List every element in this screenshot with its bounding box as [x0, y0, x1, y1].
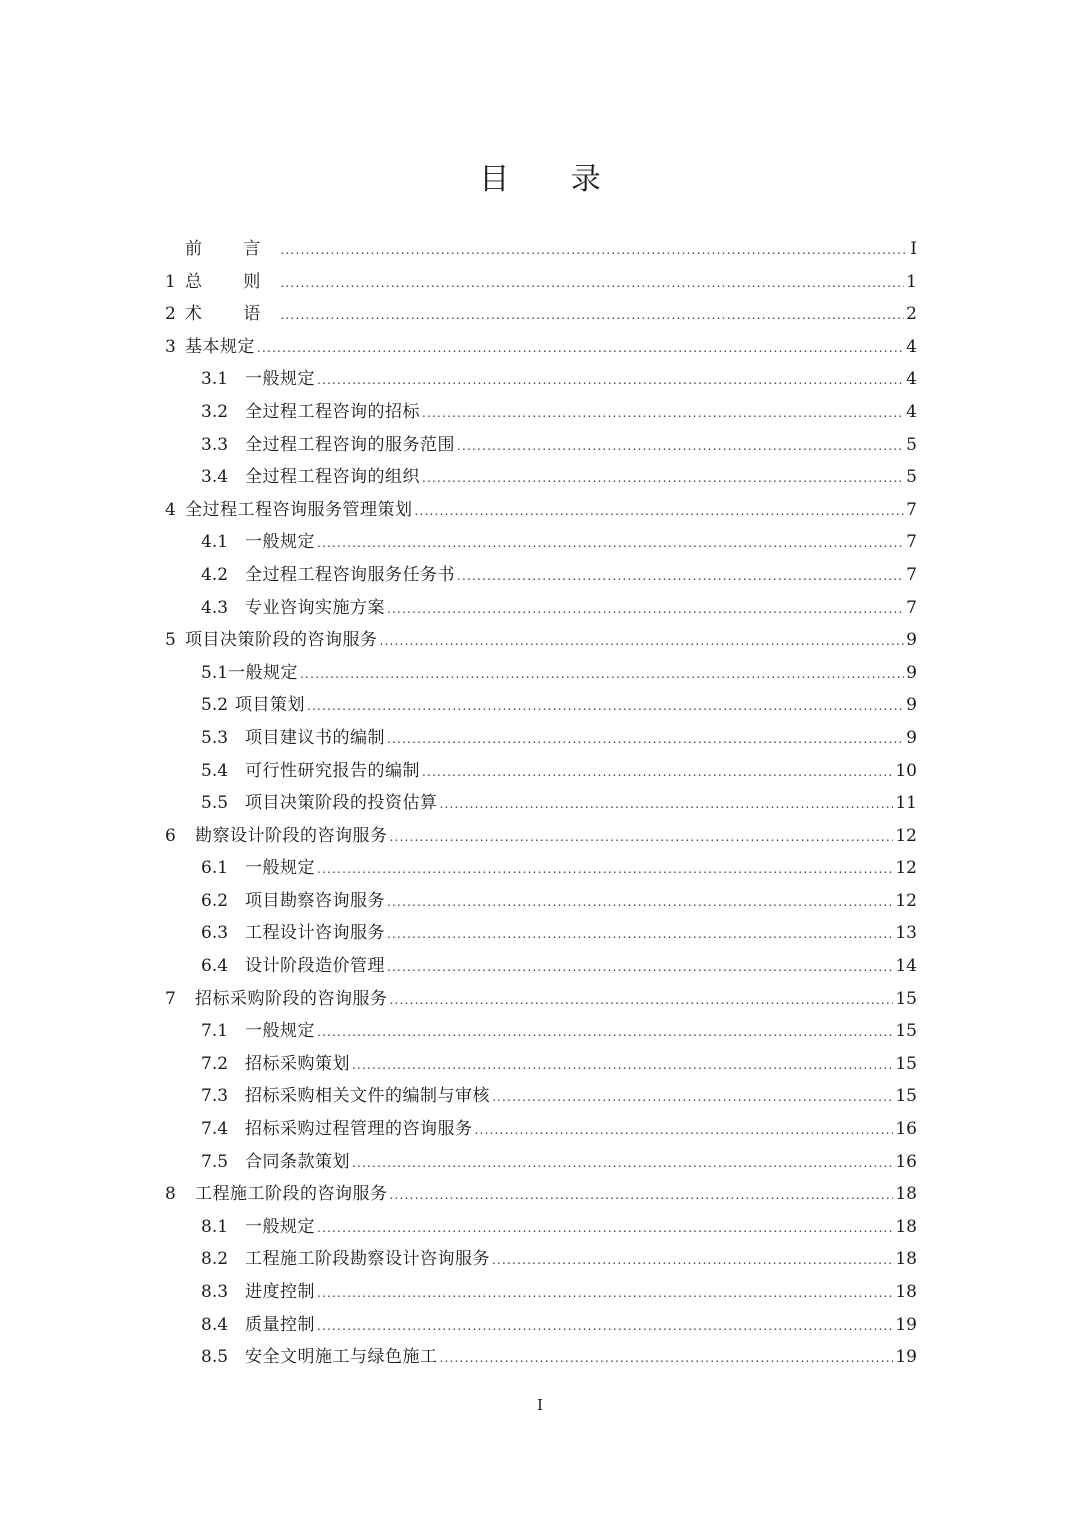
toc-entry-page: 15 — [895, 1086, 917, 1107]
toc-leader-dots — [492, 1081, 893, 1113]
toc-entry-number: 4.1 — [201, 532, 229, 553]
toc-entry[interactable] — [165, 1113, 917, 1146]
toc-entry-title: 一般规定 — [245, 532, 315, 553]
toc-entry-number: 3.2 — [201, 401, 229, 422]
toc-entry[interactable] — [165, 1243, 917, 1276]
toc-entry-number: 4.2 — [201, 564, 229, 585]
toc-entry[interactable] — [165, 624, 917, 657]
toc-entry[interactable] — [165, 526, 917, 559]
toc-leader-dots — [440, 1342, 894, 1374]
toc-leader-dots — [280, 234, 908, 266]
toc-entry-number: 8 — [165, 1184, 176, 1205]
toc-entry-number: 8.1 — [201, 1216, 229, 1237]
toc-entry[interactable] — [165, 1146, 917, 1179]
toc-leader-dots — [390, 984, 894, 1016]
toc-entry[interactable] — [165, 755, 917, 788]
toc-entry-number: 3.3 — [201, 434, 229, 455]
toc-entry-number: 5.3 — [201, 727, 229, 748]
toc-entry-number: 7.1 — [201, 1021, 229, 1042]
toc-entry-page: 15 — [895, 1053, 917, 1074]
toc-entry-title: 招标采购相关文件的编制与审核 — [245, 1086, 490, 1107]
toc-entry-title: 招标采购策划 — [245, 1053, 350, 1074]
toc-entry[interactable] — [165, 722, 917, 755]
toc-entry-number: 3 — [165, 336, 176, 357]
toc-entry-page: I — [910, 239, 917, 259]
toc-entry-number: 7.5 — [201, 1151, 229, 1172]
toc-leader-dots — [352, 1049, 893, 1081]
toc-entry[interactable] — [165, 657, 917, 690]
toc-entry-page: 4 — [906, 336, 917, 357]
toc-entry-page: 7 — [906, 564, 917, 585]
toc-entry-number: 4 — [165, 499, 176, 520]
toc-entry-page: 5 — [906, 467, 917, 488]
toc-entry[interactable] — [165, 1276, 917, 1309]
toc-leader-dots — [352, 1147, 893, 1179]
toc-leader-dots — [422, 462, 904, 494]
toc-entry-number: 6 — [165, 825, 176, 846]
toc-entry[interactable] — [165, 1341, 917, 1374]
toc-leader-dots — [387, 951, 893, 983]
toc-entry-number: 1 — [165, 271, 176, 292]
toc-leader-dots — [280, 299, 904, 331]
toc-entry-page: 5 — [906, 434, 917, 455]
toc-entry[interactable] — [165, 917, 917, 950]
toc-entry-number: 7.3 — [201, 1086, 229, 1107]
toc-entry-page: 11 — [895, 793, 917, 814]
toc-entry-number: 3.4 — [201, 467, 229, 488]
toc-entry-page: 16 — [895, 1119, 917, 1140]
toc-entry-title: 一般规定 — [245, 858, 315, 879]
toc-entry-page: 12 — [895, 890, 917, 911]
toc-entry[interactable] — [165, 983, 917, 1016]
toc-entry-title: 项目决策阶段的投资估算 — [245, 793, 438, 814]
toc-entry-page: 2 — [906, 304, 917, 325]
toc-entry-title: 术 语 — [185, 304, 279, 325]
toc-entry-title: 项目决策阶段的咨询服务 — [185, 630, 378, 651]
toc-entry[interactable] — [165, 885, 917, 918]
toc-leader-dots — [257, 332, 904, 364]
toc-leader-dots — [317, 364, 904, 396]
toc-entry[interactable] — [165, 559, 917, 592]
toc-leader-dots — [300, 658, 904, 690]
toc-entry[interactable] — [165, 592, 917, 625]
toc-entry-number: 2 — [165, 304, 176, 325]
toc-entry-title: 总 则 — [185, 271, 279, 292]
toc-entry-title: 一般规定 — [245, 1216, 315, 1237]
toc-entry-number: 6.3 — [201, 923, 229, 944]
toc-entry-page: 7 — [906, 532, 917, 553]
toc-entry-number: 6.1 — [201, 858, 229, 879]
toc-entry-title: 全过程工程咨询的招标 — [245, 401, 420, 422]
toc-leader-dots — [380, 625, 905, 657]
toc-leader-dots — [280, 267, 904, 299]
toc-entry-title: 项目策划 — [235, 695, 305, 716]
toc-entry[interactable] — [165, 1048, 917, 1081]
toc-leader-dots — [317, 1310, 893, 1342]
toc-leader-dots — [387, 593, 904, 625]
toc-leader-dots — [390, 821, 894, 853]
toc-leader-dots — [317, 1016, 893, 1048]
toc-leader-dots — [317, 1212, 893, 1244]
toc-leader-dots — [440, 788, 894, 820]
toc-entry[interactable] — [165, 298, 917, 331]
toc-entry-page: 9 — [906, 662, 917, 683]
toc-entry-title: 项目建议书的编制 — [245, 727, 385, 748]
toc-entry-number: 8.2 — [201, 1249, 229, 1270]
toc-entry-title: 进度控制 — [245, 1282, 315, 1302]
toc-leader-dots — [317, 527, 904, 559]
toc-leader-dots — [415, 495, 905, 527]
toc-entry[interactable] — [165, 363, 917, 396]
toc-leader-dots — [307, 690, 904, 722]
toc-leader-dots — [387, 723, 904, 755]
toc-entry[interactable] — [165, 233, 917, 266]
toc-entry[interactable] — [165, 1080, 917, 1113]
toc-leader-dots — [422, 756, 893, 788]
toc-entry-page: 16 — [895, 1151, 917, 1172]
toc-leader-dots — [387, 886, 893, 918]
toc-entry[interactable] — [165, 494, 917, 527]
toc-entry[interactable] — [165, 1309, 917, 1342]
toc-entry-title: 合同条款策划 — [245, 1151, 350, 1172]
toc-entry-title: 安全文明施工与绿色施工 — [245, 1347, 438, 1368]
toc-entry-page: 9 — [906, 727, 917, 748]
toc-entry[interactable] — [165, 1211, 917, 1244]
toc-leader-dots — [390, 1179, 894, 1211]
toc-entry[interactable] — [165, 266, 917, 299]
toc-entry-title: 招标采购阶段的咨询服务 — [195, 988, 388, 1009]
toc-entry-title: 全过程工程咨询服务任务书 — [245, 564, 455, 585]
toc-entry-page: 1 — [906, 271, 917, 292]
toc-leader-dots — [492, 1244, 893, 1276]
toc-entry-title: 勘察设计阶段的咨询服务 — [195, 825, 388, 846]
toc-entry-title: 一般规定 — [245, 1021, 315, 1042]
toc-entry-page: 19 — [895, 1314, 917, 1335]
toc-entry[interactable] — [165, 429, 917, 462]
toc-entry-page: 12 — [895, 825, 917, 846]
toc-entry-page: 14 — [895, 956, 917, 977]
toc-entry[interactable] — [165, 787, 917, 820]
toc-leader-dots — [387, 918, 893, 950]
toc-entry-title: 一般规定 — [245, 369, 315, 390]
page-number: I — [537, 1396, 543, 1414]
toc-entry-number: 5 — [165, 630, 176, 651]
toc-leader-dots — [475, 1114, 894, 1146]
toc-entry-page: 10 — [895, 760, 917, 781]
toc-entry-page: 15 — [895, 1021, 917, 1042]
toc-entry-title: 基本规定 — [185, 336, 255, 357]
toc-entry-page: 9 — [906, 630, 917, 651]
toc-entry-title: 项目勘察咨询服务 — [245, 890, 385, 911]
toc-entry-page: 18 — [895, 1184, 917, 1205]
toc-leader-dots — [457, 560, 904, 592]
toc-entry-number: 7.4 — [201, 1119, 229, 1140]
toc-entry-number: 6.2 — [201, 890, 229, 911]
table-of-contents — [165, 233, 917, 1374]
toc-entry-page: 9 — [906, 695, 917, 716]
toc-entry-title: 设计阶段造价管理 — [245, 956, 385, 977]
toc-leader-dots — [422, 397, 904, 429]
toc-entry-number: 8.4 — [201, 1314, 229, 1335]
toc-entry[interactable] — [165, 852, 917, 885]
toc-entry[interactable] — [165, 950, 917, 983]
toc-entry-page: 18 — [895, 1216, 917, 1237]
toc-entry-number: 4.3 — [201, 597, 229, 618]
toc-entry[interactable] — [165, 331, 917, 364]
toc-entry[interactable] — [165, 1178, 917, 1211]
toc-entry-title: 可行性研究报告的编制 — [245, 760, 420, 781]
toc-entry-page: 19 — [895, 1347, 917, 1368]
toc-entry[interactable] — [165, 461, 917, 494]
toc-leader-dots — [317, 853, 893, 885]
toc-entry-title: 工程施工阶段的咨询服务 — [195, 1184, 388, 1205]
toc-entry-title: 招标采购过程管理的咨询服务 — [245, 1119, 473, 1140]
toc-entry-page: 7 — [906, 499, 917, 520]
toc-entry-title: 专业咨询实施方案 — [245, 597, 385, 618]
toc-entry-number: 8.3 — [201, 1282, 229, 1302]
toc-entry-page: 18 — [895, 1249, 917, 1270]
toc-entry-title: 全过程工程咨询服务管理策划 — [185, 499, 413, 520]
toc-entry[interactable] — [165, 689, 917, 722]
toc-entry-title: 工程设计咨询服务 — [245, 923, 385, 944]
toc-entry-title: 质量控制 — [245, 1314, 315, 1335]
toc-entry-number: 5.2 — [201, 695, 229, 716]
toc-entry-page: 13 — [895, 923, 917, 944]
toc-entry-number: 8.5 — [201, 1347, 229, 1368]
toc-entry-number: 5.1 — [201, 662, 229, 683]
toc-entry-number: 3.1 — [201, 369, 229, 390]
toc-entry-page: 7 — [906, 597, 917, 618]
toc-entry-number: 7.2 — [201, 1053, 229, 1074]
toc-entry-page: 18 — [895, 1282, 917, 1302]
toc-entry-number: 5.4 — [201, 760, 229, 781]
toc-entry-page: 4 — [906, 401, 917, 422]
toc-entry-number: 5.5 — [201, 793, 229, 814]
toc-entry-title: 全过程工程咨询的服务范围 — [245, 434, 455, 455]
toc-entry-title: 一般规定 — [228, 662, 299, 683]
toc-entry[interactable] — [165, 396, 917, 429]
toc-entry-page: 15 — [895, 988, 917, 1009]
toc-entry-title: 全过程工程咨询的组织 — [245, 467, 420, 488]
toc-entry[interactable] — [165, 1015, 917, 1048]
toc-entry[interactable] — [165, 820, 917, 853]
toc-leader-dots — [457, 430, 904, 462]
toc-entry-number: 6.4 — [201, 956, 229, 977]
page-title: 目 录 — [479, 162, 627, 197]
toc-entry-title: 工程施工阶段勘察设计咨询服务 — [245, 1249, 490, 1270]
toc-entry-title: 前 言 — [185, 239, 279, 259]
toc-entry-number: 7 — [165, 988, 176, 1009]
toc-entry-page: 4 — [906, 369, 917, 390]
toc-leader-dots — [317, 1277, 893, 1309]
toc-entry-page: 12 — [895, 858, 917, 879]
